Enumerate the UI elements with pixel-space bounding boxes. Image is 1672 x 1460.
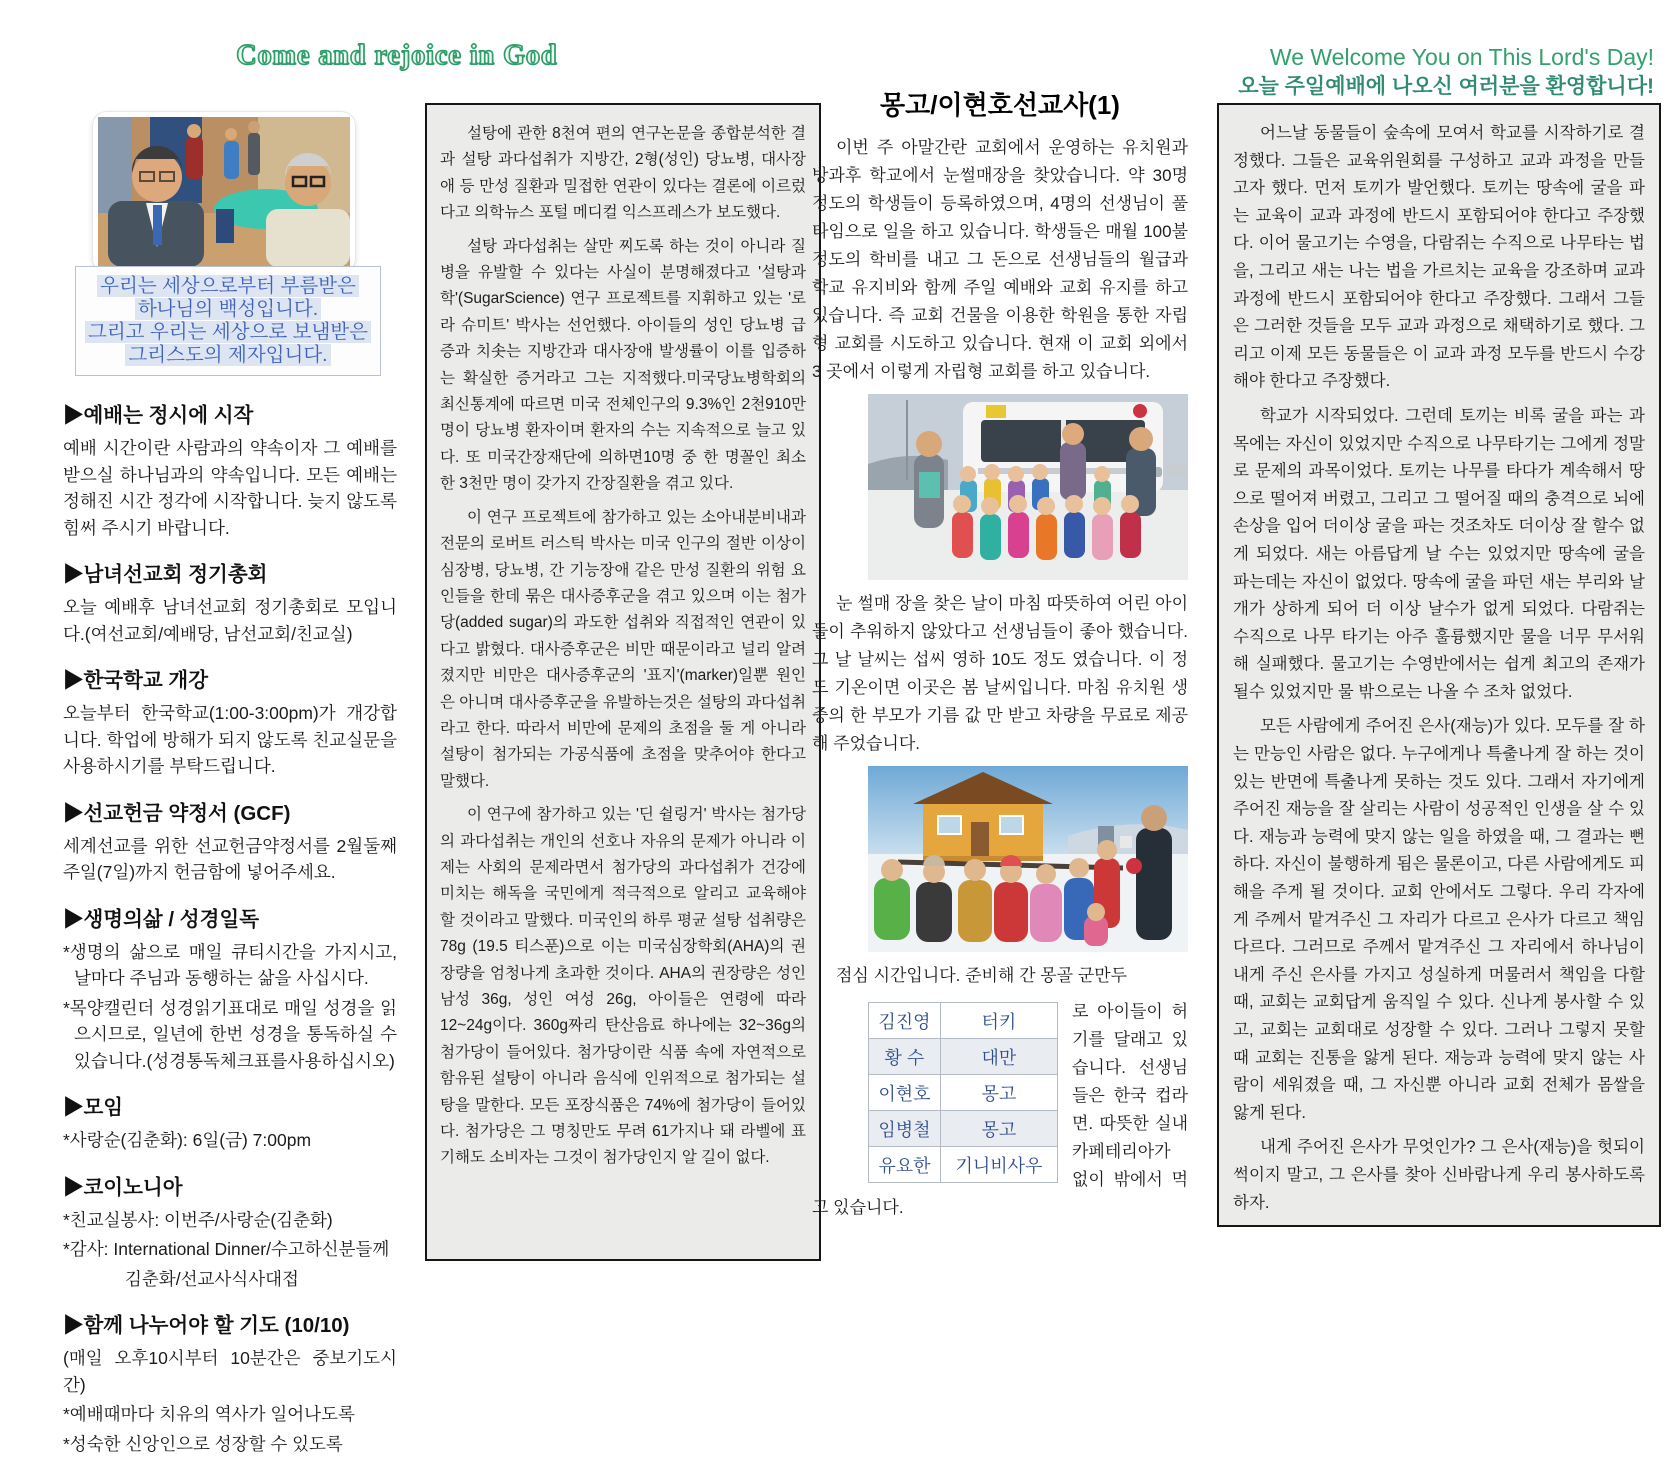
verse-line: 그리고 우리는 세상으로 보냄받은 [80,321,376,344]
bus-group-photo [868,394,1188,580]
article-paragraph: 학교가 시작되었다. 그런데 토끼는 비록 굴을 파는 과목에는 자신이 있었지만 수직으로 나무타기는 그에게 정말로 문제의 과목이었다. 토끼는 나무를 타다가 계속해서 땅으로 떨어져 버렸고, 그리고 그 떨어질 때의 충격으로 뇌에 손상을 입어 더이상 굴을 파는 것조차도 더이상 잘 할수 없게 되었다. 새는 아름답게 날 수는 있었지만 땅속에 굴을 파는데는 자신이 없었다. 땅속에 굴을 파던 새는 부리와 날개가 상하게 되어 더 이상 날수가 없게 되었다. 다람쥐는 수직으로 나무 타기는 아주 훌륭했지만 물을 너무 무서워해 실패했다. 물고기는 수영반에서는 쉽게 최고의 존재가 될수 있었지만 물 밖으로는 나올 수 조차 없었다. [1233,406,1645,701]
announcements-column [63,112,397,1460]
verse-box [75,266,381,376]
section-heading: ▶한국학교 개강 [63,669,209,692]
article-paragraph: 이 연구에 참가하고 있는 '딘 쉴링거' 박사는 첨가당의 과다섭취는 개인의 선호나 자유의 문제가 아니라 이제는 사회의 문제라면서 첨가당의 과다섭취가 건강에 미치는 해독을 국민에게 적극적으로 알리고 교육해야 할 것이라고 말했다. 미국인의 하루 평균 설탕 섭취량은 78g (19.5 티스푼)으로 이는 미국심장학회(AHA)의 권장량을 엄청나게 초과한 것이다. AHA의 권장량은 성인 남성 36g, 성인 여성 26g, 아이들은 연령에 따라 12~24g이다. 360g짜리 탄산음료 하나에는 32~36g의 첨가당이 들어있다. 첨가당이란 식품 속에 자연적으로 함유된 설탕이 아니라 음식에 인위적으로 첨가되는 설탕을 말한다. 모든 포장식품은 74%에 첨가당이 들어있다. 첨가당은 그 명칭만도 무려 61가지나 돼 라벨에 표기해도 소비자는 그것이 첨가당인지 알 길이 없다. [440,806,806,1167]
table-row [869,1147,1058,1183]
section-heading: ▶함께 나누어야 할 기도 (10/10) [63,1314,350,1337]
missionary-name: 김진영 [869,1003,941,1039]
article-paragraph: 내게 주어진 은사가 무엇인가? 그 은사(재능)을 헛되이 썩이지 말고, 그 은사를 찾아 신바람나게 우리 봉사하도록 하자. [1233,1138,1645,1212]
section-text: *목양캘린더 성경읽기표대로 매일 성경을 읽으시므로, 일년에 한번 성경을 통독하실 수 있습니다.(성경통독체크표를사용하십시오) [63,997,397,1071]
missionary-country: 몽고 [940,1111,1057,1147]
article-paragraph: 이 연구 프로젝트에 참가하고 있는 소아내분비내과 전문의 로버트 러스틱 박사는 미국 인구의 절반 이상이 심장병, 당뇨병, 간 기능장애 같은 만성 질환의 위험 요인들을 한데 묶은 대사증후군을 겪고 있으며 이는 첨가당(added sugar)의 과도한 섭취와 직접적인 연관이 있다고 밝혔다. 대사증후군은 비만 때문이라고 널리 알려졌지만 비만은 대사증후군의 '표지'(marker)일뿐 원인은 아니며 대사증후군을 유발하는것은 설탕의 과다섭취라고 한다. 따라서 비만에 문제의 초점을 둘 게 아니라 설탕이 첨가되는 가공식품에 초점을 맞추어야 한다고 말했다. [440,508,806,790]
article-paragraph: 눈 썰매 장을 찾은 날이 마침 따뜻하여 어린 아이들이 추워하지 않았다고 선생님들이 좋아 했습니다. 그 날 날씨는 섭씨 영하 10도 정도 였습니다. 이 정도 기온이면 이곳은 봄 날씨입니다. 마침 유치원 생 중의 한 부모가 기름 값 만 받고 차량을 무료로 제공해 주었습니다. [812,594,1188,753]
announcement-sections [63,398,397,1457]
table-row [869,1075,1058,1111]
section-text: *생명의 삶으로 매일 큐티시간을 가지시고, 날마다 주님과 동행하는 삶을 사십시다. [63,941,397,988]
missionary-country: 몽고 [940,1075,1057,1111]
section-text: (매일 오후10시부터 10분간은 중보기도시간) [63,1348,397,1395]
verse-line: 하나님의 백성입니다. [80,298,376,321]
section-prayer-requests [63,1308,397,1457]
welcome-title-english: We Welcome You on This Lord's Day! [1269,44,1654,70]
missionary-country: 기니비사우 [940,1147,1057,1183]
section-text: *감사: International Dinner/수고하신분들께 [63,1239,390,1259]
section-mission-pledge [63,796,397,886]
section-text: *사랑순(김춘화): 6일(금) 7:00pm [63,1130,312,1150]
table-row [869,1111,1058,1147]
lunch-caption-intro: 점심 시간입니다. 준비해 간 몽골 군만두 [836,966,1128,985]
welcome-header [1238,42,1654,102]
section-text: *친교실봉사: 이번주/사랑순(김춘화) [63,1209,333,1230]
section-text: 김춘화/선교사식사대접 [125,1268,299,1289]
pastors-photo [93,112,355,272]
section-text: 예배 시간이란 사람과의 약속이자 그 예배를 받으실 하나님과의 약속입니다. 모든 예배는 정해진 시간 정각에 시작합니다. 늦지 않도록 힘써 주시기 바랍니다. [63,438,397,538]
section-text: 세계선교를 위한 선교헌금약정서를 2월둘째 주일(7일)까지 헌금함에 넣어주세요. [63,835,397,882]
missionary-article-title: 몽고/이현호선교사(1) [880,90,1120,120]
article-paragraph: 어느날 동물들이 숲속에 모여서 학교를 시작하기로 결정했다. 그들은 교육위원회를 구성하고 교과 과정을 만들고자 했다. 먼저 토끼가 발언했다. 토끼는 땅속에 굴을 파는 교육이 교과 과정에 반드시 포함되어야 한다고 주장했다. 이어 물고기는 수영을, 다람쥐는 수직으로 나무타는 법을, 그리고 새는 나는 법을 가르치는 교육을 강조하며 교과 과정에 반드시 포함되어야 한다고 주장했다. 그래서 그들은 그러한 것들을 모두 교과 과정으로 채택하기로 했다. 그리고 이제 모든 동물들은 이 교과 과정 모두를 반드시 수강해야 한다고 주장했다. [1233,124,1645,391]
missionary-country: 터키 [940,1003,1057,1039]
article-paragraph: 설탕 과다섭취는 살만 찌도록 하는 것이 아니라 질병을 유발할 수 있다는 사실이 분명해졌다고 '설탕과학'(SugarScience) 연구 프로젝트를 지휘하고 있는 '로라 슈미트' 박사는 선언했다. 아이들의 성인 당뇨병 급증과 치솟는 지방간과 대사장애 발생률이 이를 입증하는 확실한 증거라고 그는 지적했다.미국당뇨병학회의 최신통계에 따르면 미국 전체인구의 9.3%인 2천910만 명이 당뇨병 환자이며 환자의 수는 지속적으로 늘고 있다. 또 미국간장재단에 의하면10명 중 한 명꼴인 최소한 3천만 명이 갖가지 간장질환을 겪고 있다. [440,237,806,493]
sledding-hill-photo-illustration [868,766,1188,952]
table-row [869,1039,1058,1075]
pastors-photo-illustration [98,117,350,267]
lunch-section [812,962,1188,1222]
section-gatherings [63,1090,397,1154]
section-korean-school [63,663,397,780]
fable-article-box [1217,103,1661,1227]
verse-line: 그리스도의 제자입니다. [80,344,376,367]
missionary-name: 임병철 [869,1111,941,1147]
table-row [869,1003,1058,1039]
article-paragraph: 모든 사람에게 주어진 은사(재능)가 있다. 모두를 잘 하는 만능인 사람은 없다. 누구에게나 특출나게 잘 하는 것이 있는 반면에 특출나게 못하는 것도 있다. 그래서 자기에게 주어진 재능을 잘 살리는 사람이 성공적인 인생을 살 수 있다. 재능과 능력에 맞지 않는 일을 하였을 때, 그 결과는 뻔하다. 자신이 불행하게 됨은 물론이고, 다른 사람에게도 피해을 주게 될 것이다. 교회 안에서도 그렇다. 우리 각자에게 주께서 맡겨주신 그 자리가 다르고 은사가 다르고 책임 다르다. 그러므로 주께서 맡겨주신 그 자리에서 하나님이 내게 주신 은사를 가지고 성실하게 머물러서 책임을 다할 때, 교회는 교회답게 움직일 수 있다. 신나게 봉사할 수 있고, 교회는 교회대로 성장할 수 있다. 그러나 그렇지 못할 때 교회는 진통을 앓게 된다. 재능과 능력에 맞지 않는 사람이 세워졌을 때, 그 자신뿐 아니라 교회 전체가 몸쌀을 앓게 된다. [1233,717,1645,1122]
section-heading: ▶남녀선교회 정기총회 [63,563,268,586]
section-worship-on-time [63,398,397,541]
sugar-article-box [425,103,821,1261]
sledding-hill-photo [868,766,1188,952]
section-heading: ▶생명의삶 / 성경일독 [63,907,260,931]
section-heading: ▶예배는 정시에 시작 [63,404,254,427]
section-heading: ▶모임 [63,1096,124,1119]
section-mission-meeting [63,557,397,647]
missionary-column [812,85,1188,1230]
section-text: 오늘부터 한국학교(1:00-3:00pm)가 개강합니다. 학업에 방해가 되지 않도록 친교실문을 사용하시기를 부탁드립니다. [63,703,397,776]
article-paragraph: 이번 주 아말간란 교회에서 운영하는 유치원과 방과후 학교에서 눈썰매장을 찾았습니다. 약 30명 정도의 학생들이 등록하였으며, 4명의 선생님이 풀타임으로 일을 하고 있습니다. 학생들은 매월 100불 정도의 학비를 내고 그 돈으로 선생님들의 월급과 학교 유지비와 함께 주일 예배와 교회 유지를 하고 있습니다. 즉 교회 건물을 이용한 학원을 통한 자립형 교회를 시도하고 있습니다. 현재 이 교회 외에서 3 곳에서 이렇게 자립형 교회를 하고 있습니다. [812,138,1188,381]
verse-line: 우리는 세상으로부터 부름받은 [80,275,376,298]
section-text: *예배때마다 치유의 역사가 일어나도록 [63,1404,355,1424]
missionary-country: 대만 [940,1039,1057,1075]
missionary-name: 이현호 [869,1075,941,1111]
article-paragraph: 설탕에 관한 8천여 편의 연구논문을 종합분석한 결과 설탕 과다섭취가 지방간, 2형(성인) 당뇨병, 대사장애 등 만성 질환과 밀접한 연관이 있다는 결론에 이르렀다고 의학뉴스 포털 메디컬 익스프레스가 보도했다. [440,125,806,222]
missionary-name: 황 수 [869,1039,941,1075]
lunch-caption-rest: 로 아이들이 허기를 달래고 있습니다. 선생님들은 한국 컵라면. 따뜻한 실내 카페테리아가 없이 밖에서 먹고 있습니다. [812,1002,1188,1217]
section-text: *성숙한 신앙인으로 성장할 수 있도록 [63,1433,343,1454]
missionary-name: 유요한 [869,1147,941,1183]
section-text: 오늘 예배후 남녀선교회 정기총회로 모입니다.(여선교회/예배당, 남선교회/친교실) [63,597,397,644]
section-koinonia [63,1170,397,1293]
section-heading: ▶선교헌금 약정서 (GCF) [63,801,291,825]
bus-group-photo-illustration [868,394,1188,580]
section-bible-reading [63,902,397,1075]
missionary-table [868,1002,1058,1183]
welcome-title-korean: 오늘 주일예배에 나오신 여러분을 환영합니다! [1238,75,1654,98]
section-heading: ▶코이노니아 [63,1175,183,1199]
left-page-title: Come and rejoice in God [236,40,558,71]
